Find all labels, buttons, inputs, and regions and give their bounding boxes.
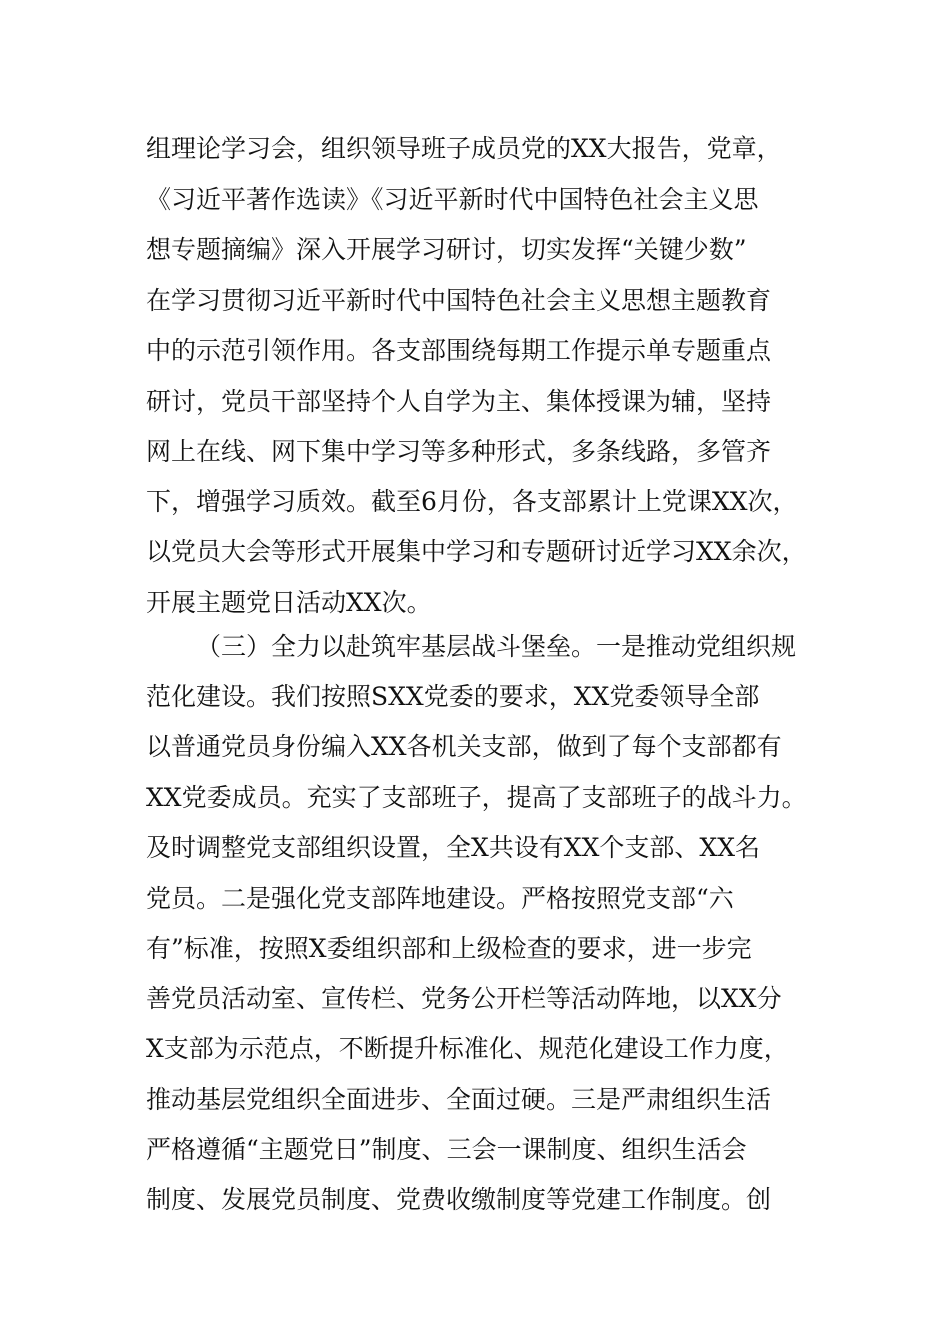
text-line: X支部为示范点，不断提升标准化、规范化建设工作力度， <box>146 1034 789 1063</box>
text-line: 想专题摘编》深入开展学习研讨，切实发挥“关键少数” <box>146 235 747 264</box>
text-line: 网上在线、网下集中学习等多种形式，多条线路，多管齐 <box>146 437 772 466</box>
text-line: 以党员大会等形式开展集中学习和专题研讨近学习XX余次， <box>146 537 807 566</box>
text-line: 推动基层党组织全面进步、全面过硬。三是严肃组织生活 <box>146 1085 772 1114</box>
text-line: XX党委成员。充实了支部班子，提高了支部班子的战斗力。 <box>146 783 807 812</box>
text-line: 严格遵循“主题党日”制度、三会一课制度、组织生活会 <box>146 1135 747 1164</box>
text-line: 党员。二是强化党支部阵地建设。严格按照党支部“六 <box>146 884 734 913</box>
text-line: 善党员活动室、宣传栏、党务公开栏等活动阵地，以XX分 <box>146 984 782 1013</box>
text-line: 以普通党员身份编入XX各机关支部，做到了每个支部都有 <box>146 732 782 761</box>
text-line: 下，增强学习质效。截至6月份，各支部累计上党课XX次， <box>146 487 798 516</box>
text-line: 中的示范引领作用。各支部围绕每期工作提示单专题重点 <box>146 336 772 365</box>
text-line: 有”标准，按照X委组织部和上级检查的要求，进一步完 <box>146 934 752 963</box>
text-line: 在学习贯彻习近平新时代中国特色社会主义思想主题教育 <box>146 286 772 315</box>
text-line: 开展主题党日活动XX次。 <box>146 588 432 617</box>
text-line: 及时调整党支部组织设置，全X共设有XX个支部、XX名 <box>146 833 760 862</box>
text-line: 范化建设。我们按照SXX党委的要求，XX党委领导全部 <box>146 682 760 711</box>
text-line: 组理论学习会，组织领导班子成员党的XX大报告，党章， <box>146 134 782 163</box>
paragraph-first-line: （三）全力以赴筑牢基层战斗堡垒。一是推动党组织规 <box>196 632 797 661</box>
text-line: 制度、发展党员制度、党费收缴制度等党建工作制度。创 <box>146 1185 772 1214</box>
text-line: 研讨，党员干部坚持个人自学为主、集体授课为辅，坚持 <box>146 387 772 416</box>
text-line: 《习近平著作选读》《习近平新时代中国特色社会主义思 <box>146 185 759 214</box>
